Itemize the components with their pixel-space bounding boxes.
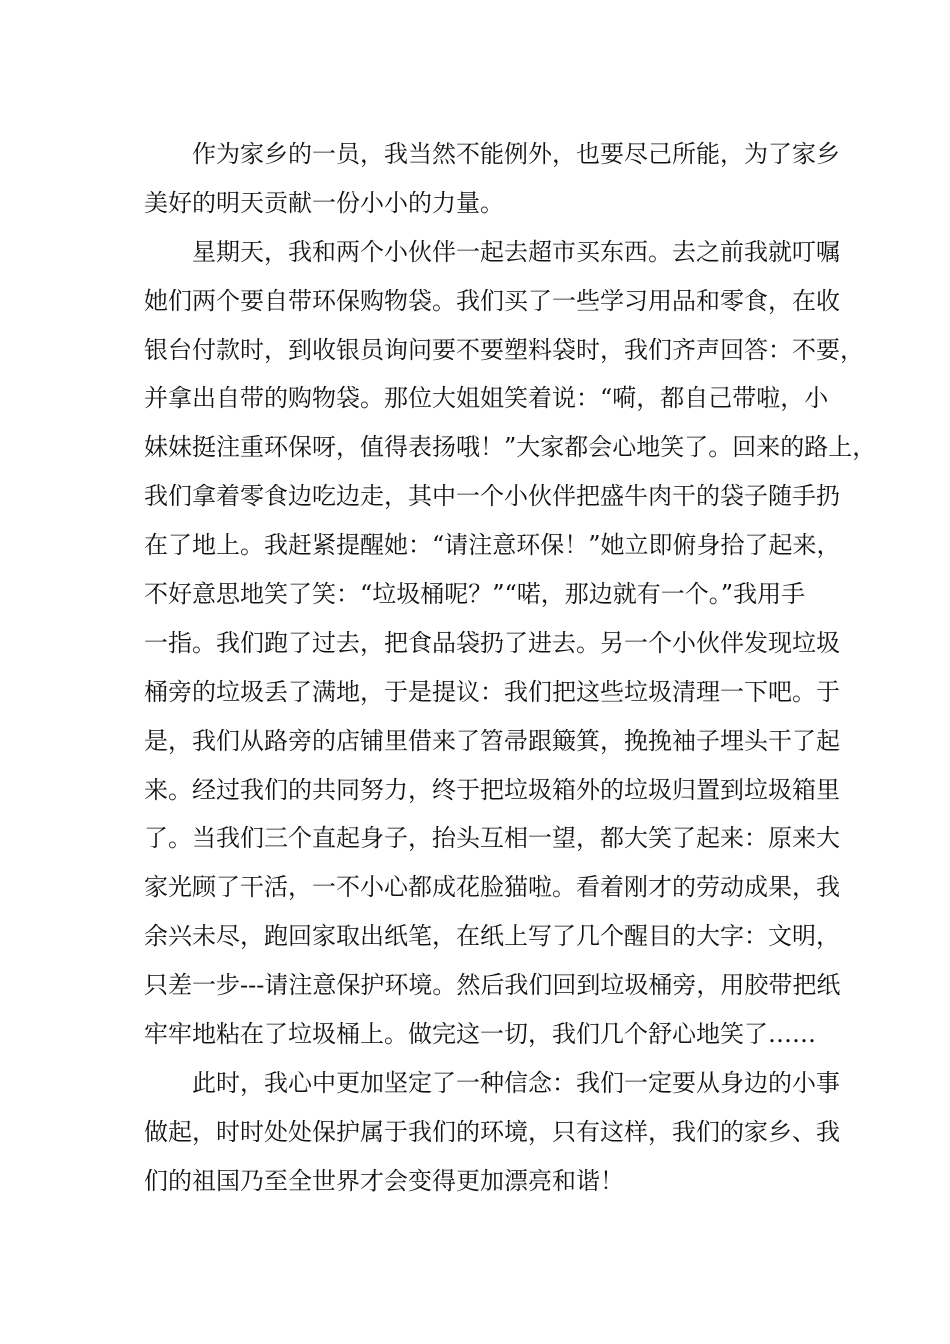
text-line: 牢牢地粘在了垃圾桶上。做完这一切，我们几个舒心地笑了…… [144,1020,816,1049]
text-line: 们的祖国乃至全世界才会变得更加漂亮和谐！ [144,1166,624,1195]
text-line: 她们两个要自带环保购物袋。我们买了一些学习用品和零食，在收 [144,286,840,315]
text-line: 美好的明天贡献一份小小的力量。 [144,188,504,217]
paragraph-2 [144,228,877,1059]
text-line: 并拿出自带的购物袋。那位大姐姐笑着说：“嗬，都自己带啦，小 [144,384,829,413]
text-line: 家光顾了干活，一不小心都成花脸猫啦。看着刚才的劳动成果，我 [144,873,840,902]
paragraph-1 [144,130,840,228]
document-body [144,130,877,1206]
text-line: 桶旁的垃圾丢了满地，于是提议：我们把这些垃圾清理一下吧。于 [144,677,840,706]
text-line: 了。当我们三个直起身子，抬头互相一望，都大笑了起来：原来大 [144,824,840,853]
text-line: 作为家乡的一员，我当然不能例外，也要尽己所能，为了家乡 [192,140,840,168]
text-line: 来。经过我们的共同努力，终于把垃圾箱外的垃圾归置到垃圾箱里 [144,775,840,804]
text-line: 余兴未尽，跑回家取出纸笔，在纸上写了几个醒目的大字：文明， [144,922,840,951]
text-line: 在了地上。我赶紧提醒她：“请注意环保！”她立即俯身拾了起来， [144,531,841,560]
text-line: 只差一步---请注意保护环境。然后我们回到垃圾桶旁，用胶带把纸 [144,971,841,1000]
text-line: 做起，时时处处保护属于我们的环境，只有这样，我们的家乡、我 [144,1117,840,1146]
text-line: 是，我们从路旁的店铺里借来了笤帚跟簸箕，挽挽袖子埋头干了起 [144,726,840,755]
text-line: 妹妹挺注重环保呀，值得表扬哦！”大家都会心地笑了。回来的路上， [144,433,877,462]
paragraph-3 [144,1059,840,1206]
text-line: 一指。我们跑了过去，把食品袋扔了进去。另一个小伙伴发现垃圾 [144,628,840,657]
text-line: 星期天，我和两个小伙伴一起去超市买东西。去之前我就叮嘱 [192,237,840,266]
text-line: 我们拿着零食边吃边走，其中一个小伙伴把盛牛肉干的袋子随手扔 [144,482,840,511]
text-line: 银台付款时，到收银员询问要不要塑料袋时，我们齐声回答：不要， [144,335,864,364]
text-line: 不好意思地笑了笑：“垃圾桶呢？”“喏，那边就有一个。”我用手 [144,580,806,609]
text-line: 此时，我心中更加坚定了一种信念：我们一定要从身边的小事 [192,1068,840,1097]
